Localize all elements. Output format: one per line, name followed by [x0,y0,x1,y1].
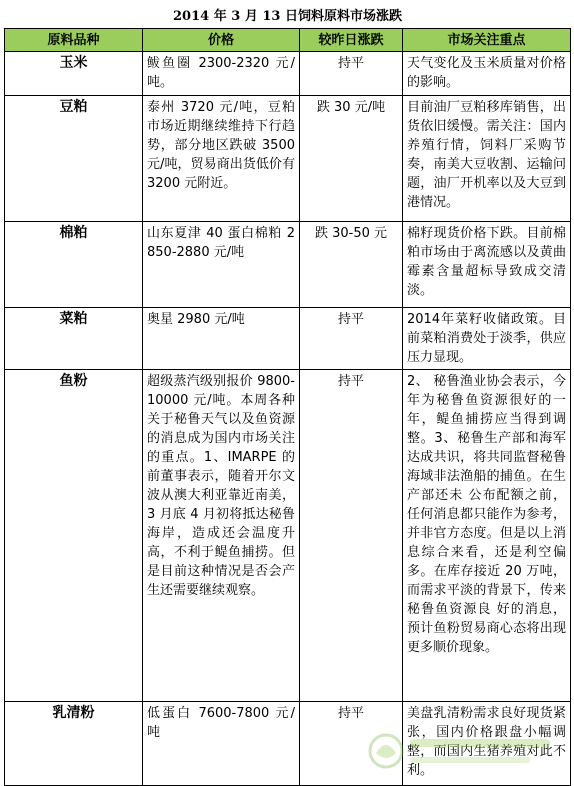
row-focus: 天气变化及玉米质量对价格的影响。 [403,52,571,96]
row-focus: 2、 秘鲁渔业协会表示，今年为秘鲁鱼资源很好的一年，鳀鱼捕捞应当得到调整。3、秘鲁生产部和海军达成共识，将共同监督秘鲁海域非法渔船的捕鱼。在生产部还未 公布配额之前，任何消息都只能作为参考，并非官方态度。但是以上消息综合来看，还是利空偏多。在库存接近 20 万吨，而需求平淡的背景下，传来秘鲁鱼资源良 好的消息，预计鱼粉贸易商心态将出现更多顺价现象。 [403,370,571,702]
row-focus: 目前油厂豆粕移库销售，出货依旧缓慢。需关注：国内养殖行情，饲料厂采购节奏，南美大豆收割、运输问题，油厂开机率以及大豆到港情况。 [403,96,571,222]
table-title: 2014 年 3 月 13 日饲料原料市场涨跌 [173,9,402,24]
row-name: 菜粕 [5,308,143,370]
row-change: 跌 30 元/吨 [300,96,403,222]
table-row [5,222,571,308]
row-focus: 2014年菜籽收储政策。目前菜粕消费处于淡季，供应压力显现。 [403,308,571,370]
table-row [5,96,571,222]
report-container [4,3,570,786]
row-name: 豆粕 [5,96,143,222]
row-price: 奥星 2980 元/吨 [143,308,300,370]
header-row [5,29,571,52]
table-row [5,52,571,96]
header-focus: 市场关注重点 [403,29,571,52]
table-row [5,308,571,370]
table-row [5,370,571,702]
row-name: 鱼粉 [5,370,143,702]
row-change: 持平 [300,370,403,702]
row-name: 玉米 [5,52,143,96]
header-change: 较昨日涨跌 [300,29,403,52]
row-change: 持平 [300,52,403,96]
row-change: 持平 [300,702,403,786]
row-focus: 美盘乳清粉需求良好现货紧张，国内价格跟盘小幅调整，而国内生猪养殖对此不利。 [403,702,571,786]
row-price: 鲅鱼圈 2300-2320 元/吨。 [143,52,300,96]
row-name: 棉粕 [5,222,143,308]
row-price: 泰州 3720 元/吨，豆粕市场近期继续维持下行趋势，部分地区跌破 3500 元/吨，贸易商出货低价有 3200 元附近。 [143,96,300,222]
row-price: 低蛋白 7600-7800 元/吨 [143,702,300,786]
header-name: 原料品种 [5,29,143,52]
row-change: 持平 [300,308,403,370]
market-table [4,3,571,786]
row-price: 山东夏津 40 蛋白棉粕 2850-2880 元/吨 [143,222,300,308]
row-change: 跌 30-50 元 [300,222,403,308]
row-name: 乳清粉 [5,702,143,786]
row-price: 超级蒸汽级别报价 9800-10000 元/吨。本周各种关于秘鲁天气以及鱼资源的消息成为国内市场关注的重点。1、IMARPE 的前董事表示，随着开尔文波从澳大利亚靠近南美，3 月底 4 月初将抵达秘鲁海岸，造成还会温度升高，不利于鳀鱼捕捞。但是目前这种情况是否会产生还需要继续观察。 [143,370,300,702]
header-price: 价格 [143,29,300,52]
table-row [5,702,571,786]
row-focus: 棉籽现货价格下跌。目前棉粕市场由于离流感以及黄曲霉素含量超标导致成交清淡。 [403,222,571,308]
